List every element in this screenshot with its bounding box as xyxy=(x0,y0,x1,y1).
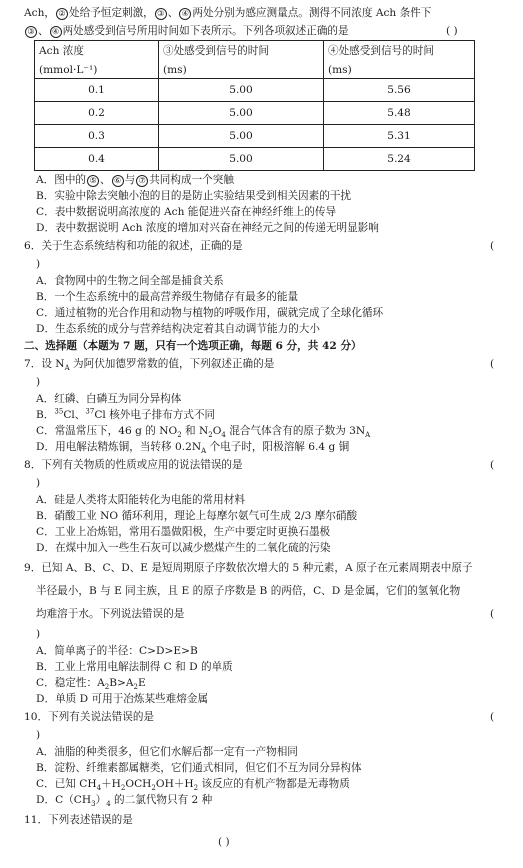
q10-paren-close: ) xyxy=(36,729,41,741)
q7-option-c: C．常温常压下，46 g 的 $NO_2$ 和 $N_2O_4$ 混合气体含有的原子数为 $3N_A$ xyxy=(36,425,371,440)
table-header xyxy=(35,41,475,79)
q8-option-b: B．硝酸工业 NO 循环利用，理论上每摩尔氨气可生成 2/3 摩尔硝酸 xyxy=(36,510,358,522)
header-t3: ③处感受到信号的时间 (ms) xyxy=(159,41,324,79)
section-2-heading: 二、选择题（本题为 7 题，只有一个选项正确，每题 6 分，共 42 分） xyxy=(24,340,362,352)
q7-paren-close: ) xyxy=(36,376,41,388)
q8-paren-close: ) xyxy=(36,477,41,489)
q7-stem: 7．设 $N_A$ 为阿伏加德罗常数的值，下列叙述正确的是 xyxy=(24,358,275,373)
q6-paren-open: ( xyxy=(490,240,495,252)
q6-option-b: B．一个生态系统中的最高营养级生物储存有最多的能量 xyxy=(36,291,299,303)
q10-paren-open: ( xyxy=(490,711,495,723)
q9-paren-open: ( xyxy=(490,608,495,620)
q10-option-b: B．淀粉、纤维素都属糖类，它们通式相同，但它们不互为同分异构体 xyxy=(36,762,362,774)
q6-paren-close: ) xyxy=(36,258,41,270)
header-conc: Ach 浓度 (mmol·L⁻¹) xyxy=(35,41,159,79)
table-row: 0.2 5.00 5.48 xyxy=(35,102,475,125)
q8-stem: 8．下列有关物质的性质或应用的说法错误的是 xyxy=(24,459,243,471)
q8-option-d: D．在煤中加入一些生石灰可以减少燃煤产生的二氧化硫的污染 xyxy=(36,542,331,554)
answer-paren: ( ) xyxy=(446,25,458,37)
q9-option-a: A．简单离子的半径：C>D>E>B xyxy=(36,645,198,657)
q6-option-a: A．食物网中的生物之间全部是捕食关系 xyxy=(36,275,224,287)
q5-option-d: D．表中数据说明 Ach 浓度的增加对兴奋在神经元之间的传递无明显影响 xyxy=(36,222,379,234)
q9-stem-line1: 9．已知 A、B、C、D、E 是短周期原子序数依次增大的 5 种元素，A 原子在元素周期表中原子 xyxy=(24,562,473,574)
q7-option-b: B．$^{35}$Cl、$^{37}$Cl 核外电子排布方式不同 xyxy=(36,407,216,421)
q10-option-a: A．油脂的种类很多，但它们水解后都一定有一产物相同 xyxy=(36,746,298,758)
q11-paren: ( ) xyxy=(218,836,230,848)
circled-4: ④ xyxy=(179,8,191,20)
q5-option-b: B．实验中除去突触小泡的目的是防止实验结果受到相关因素的干扰 xyxy=(36,190,352,202)
q9-stem-line3: 均难溶于水。下列说法错误的是 xyxy=(36,608,185,620)
q9-option-c: C．稳定性：$A_2B>A_2E$ xyxy=(36,677,146,692)
circled-2: ② xyxy=(56,8,68,20)
q9-option-b: B．工业上常用电解法制得 C 和 D 的单质 xyxy=(36,661,233,673)
q9-stem-line2: 半径最小，B 与 E 同主族，且 E 的原子序数是 B 的两倍，C、D 是金属，它们的氢氧化物 xyxy=(36,585,461,597)
q7-option-d: D．用电解法精炼铜，当转移 $0.2N_A$ 个电子时，阳极溶解 6.4 g 铜 xyxy=(36,441,350,456)
header-t4: ④处感受到信号的时间 (ms) xyxy=(324,41,475,79)
q7-paren-open: ( xyxy=(490,358,495,370)
q8-option-c: C．工业上冶炼铝，常用石墨做阳极，生产中要定时更换石墨极 xyxy=(36,526,331,538)
q7-option-a: A．红磷、白磷互为同分异构体 xyxy=(36,393,182,405)
q9-option-d: D．单质 D 可用于冶炼某些难熔金属 xyxy=(36,693,209,705)
q8-option-a: A．硅是人类将太阳能转化为电能的常用材料 xyxy=(36,494,245,506)
q9-paren-close: ) xyxy=(36,628,41,640)
table-row: 0.3 5.00 5.31 xyxy=(35,125,475,148)
q10-stem: 10．下列有关说法错误的是 xyxy=(24,711,155,723)
q11-stem: 11．下列表述错误的是 xyxy=(24,814,133,826)
ach-table xyxy=(34,40,475,171)
q6-option-c: C．通过植物的光合作用和动物与植物的呼吸作用，碳就完成了全球化循环 xyxy=(36,307,384,319)
q6-stem: 6．关于生态系统结构和功能的叙述，正确的是 xyxy=(24,240,243,252)
q5-intro-line2: ③ 、 ④ 两处感受到信号所用时间如下表所示。下列各项叙述正确的是 xyxy=(24,24,509,38)
table-row: 0.1 5.00 5.56 xyxy=(35,79,475,102)
q5-option-a: A．图中的 ⑤ 、 ⑥ 与 ⑦ 共同构成一个突触 xyxy=(36,174,234,186)
q5-intro-line1: Ach， ② 处给予恒定刺激， ③ 、 ④ 两处分别为感应测量点。测得不同浓度 Ach 条件下 xyxy=(24,7,432,19)
q10-option-d: D．$C(CH_3)_4$ 的二氯代物只有 2 种 xyxy=(36,794,213,809)
circled-3: ③ xyxy=(155,8,167,20)
table-row: 0.4 5.00 5.24 xyxy=(35,148,475,171)
q8-paren-open: ( xyxy=(490,459,495,471)
q10-option-c: C．已知 $CH_4+H_2OCH_2OH+H_2$ 该反应的有机产物都是无毒物质 xyxy=(36,778,350,793)
q5-option-c: C．表中数据说明高浓度的 Ach 能促进兴奋在神经纤维上的传导 xyxy=(36,206,337,218)
q6-option-d: D．生态系统的成分与营养结构决定着其自动调节能力的大小 xyxy=(36,323,320,335)
